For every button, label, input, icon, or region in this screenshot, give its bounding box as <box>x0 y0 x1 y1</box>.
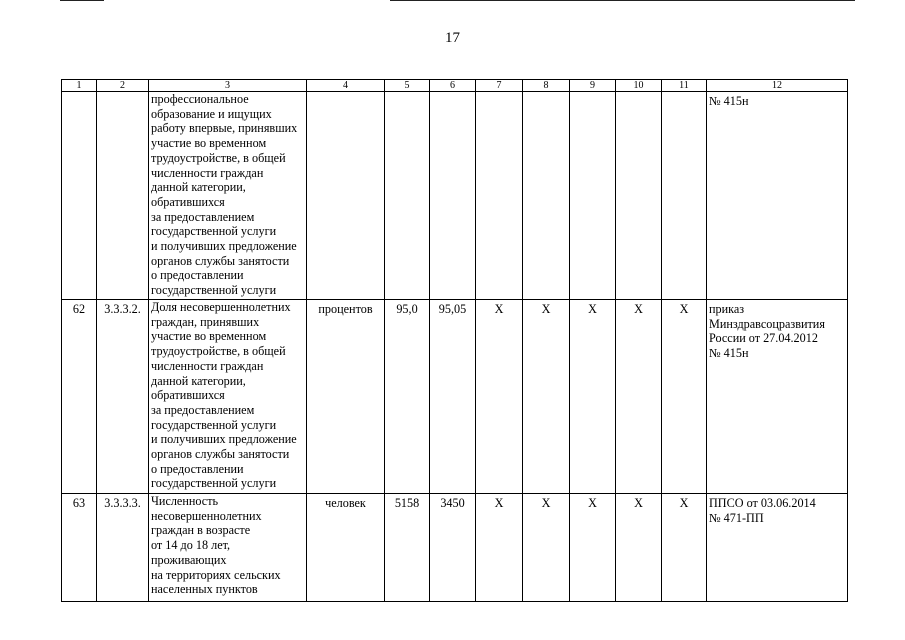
value-cell <box>662 92 707 300</box>
indicator-name-cell-line: о предоставлении <box>151 461 244 476</box>
source-document-cell-line: Минздравсоцразвития <box>709 316 825 331</box>
indicator-name-cell-line: профессиональное <box>151 92 249 106</box>
value-cell: X <box>662 494 707 602</box>
indicator-name-cell-line: населенных пунктов <box>151 582 258 597</box>
unit-cell: процентов <box>307 300 385 494</box>
indicator-name-cell-line: и получивших предложение <box>151 432 297 447</box>
value-cell: X <box>570 300 616 494</box>
source-document-cell-line: ППСО от 03.06.2014 <box>709 496 816 510</box>
indicator-name-cell-line: Численность <box>151 494 219 508</box>
indicator-name-cell-line: работу впервые, принявших <box>151 121 298 136</box>
column-header: 11 <box>662 80 707 92</box>
column-header: 7 <box>476 80 523 92</box>
indicator-name-cell-line: органов службы занятости <box>151 253 290 268</box>
value-cell: X <box>476 494 523 602</box>
indicator-name-cell-line: обратившихся <box>151 194 225 209</box>
table-row <box>62 92 848 300</box>
table-header-row <box>62 80 848 92</box>
indicator-name-cell-line: трудоустройстве, в общей <box>151 150 286 165</box>
source-document-cell <box>707 92 848 300</box>
indicator-name-cell-line: Доля несовершеннолетних <box>151 300 291 314</box>
indicator-name-cell-line: трудоустройстве, в общей <box>151 344 286 359</box>
value-cell: X <box>570 494 616 602</box>
value-cell <box>385 92 430 300</box>
indicator-name-cell-line: обратившихся <box>151 388 225 403</box>
column-header: 1 <box>62 80 97 92</box>
table-row <box>62 300 848 494</box>
column-header: 4 <box>307 80 385 92</box>
indicator-name-cell-line: граждан, принявших <box>151 314 260 329</box>
table-row <box>62 494 848 602</box>
value-cell: 3450 <box>430 494 476 602</box>
column-header: 12 <box>707 80 848 92</box>
value-cell: X <box>662 300 707 494</box>
source-document-cell-line: приказ <box>709 302 745 316</box>
indicator-name-cell-line: и получивших предложение <box>151 239 297 254</box>
value-cell <box>476 92 523 300</box>
indicator-name-cell-line: граждан в возрасте <box>151 523 251 538</box>
value-cell: 95,05 <box>430 300 476 494</box>
indicator-name-cell-line: несовершеннолетних <box>151 508 262 523</box>
indicator-name-cell <box>149 300 307 494</box>
indicator-name-cell-line: участие во временном <box>151 136 267 151</box>
source-document-cell-line: № 415н <box>709 94 749 108</box>
value-cell: X <box>616 494 662 602</box>
indicator-name-cell-line: участие во временном <box>151 329 267 344</box>
value-cell: X <box>523 300 570 494</box>
value-cell <box>616 92 662 300</box>
column-header: 8 <box>523 80 570 92</box>
page-number: 17 <box>445 30 460 46</box>
column-header: 6 <box>430 80 476 92</box>
value-cell: X <box>476 300 523 494</box>
indicator-name-cell-line: численности граждан <box>151 358 264 373</box>
indicator-name-cell <box>149 494 307 602</box>
indicator-name-cell-line: от 14 до 18 лет, <box>151 538 231 553</box>
column-header: 2 <box>97 80 149 92</box>
value-cell <box>570 92 616 300</box>
indicator-name-cell-line: за предоставлением <box>151 402 255 417</box>
indicator-name-cell-line: государственной услуги <box>151 417 277 432</box>
indicator-name-cell-line: численности граждан <box>151 165 264 180</box>
indicator-name-cell <box>149 92 307 300</box>
indicator-name-cell-line: данной категории, <box>151 180 246 195</box>
scan-edge-line-right <box>390 0 855 1</box>
scan-edge-line-left <box>60 0 104 1</box>
source-document-cell <box>707 494 848 602</box>
indicator-name-cell-line: органов службы занятости <box>151 447 290 462</box>
indicator-code-cell <box>97 92 149 300</box>
value-cell: X <box>523 494 570 602</box>
row-number-cell <box>62 92 97 300</box>
indicator-name-cell-line: государственной услуги <box>151 283 277 298</box>
source-document-cell-line: № 471-ПП <box>709 510 764 525</box>
column-header: 10 <box>616 80 662 92</box>
indicator-name-cell-line: государственной услуги <box>151 476 277 491</box>
value-cell: 95,0 <box>385 300 430 494</box>
indicator-name-cell-line: проживающих <box>151 552 227 567</box>
value-cell: 5158 <box>385 494 430 602</box>
indicator-code-cell: 3.3.3.2. <box>97 300 149 494</box>
column-header: 5 <box>385 80 430 92</box>
source-document-cell <box>707 300 848 494</box>
column-header: 9 <box>570 80 616 92</box>
value-cell <box>523 92 570 300</box>
column-header: 3 <box>149 80 307 92</box>
indicator-name-cell-line: о предоставлении <box>151 268 244 283</box>
indicators-table <box>61 79 848 602</box>
indicator-name-cell-line: данной категории, <box>151 373 246 388</box>
indicator-name-cell-line: государственной услуги <box>151 224 277 239</box>
row-number-cell: 63 <box>62 494 97 602</box>
indicator-code-cell: 3.3.3.3. <box>97 494 149 602</box>
indicator-name-cell-line: образование и ищущих <box>151 106 272 121</box>
indicator-name-cell-line: за предоставлением <box>151 209 255 224</box>
row-number-cell: 62 <box>62 300 97 494</box>
source-document-cell-line: № 415н <box>709 346 749 361</box>
value-cell: X <box>616 300 662 494</box>
value-cell <box>430 92 476 300</box>
source-document-cell-line: России от 27.04.2012 <box>709 331 818 346</box>
unit-cell: человек <box>307 494 385 602</box>
unit-cell <box>307 92 385 300</box>
indicator-name-cell-line: на территориях сельских <box>151 567 281 582</box>
